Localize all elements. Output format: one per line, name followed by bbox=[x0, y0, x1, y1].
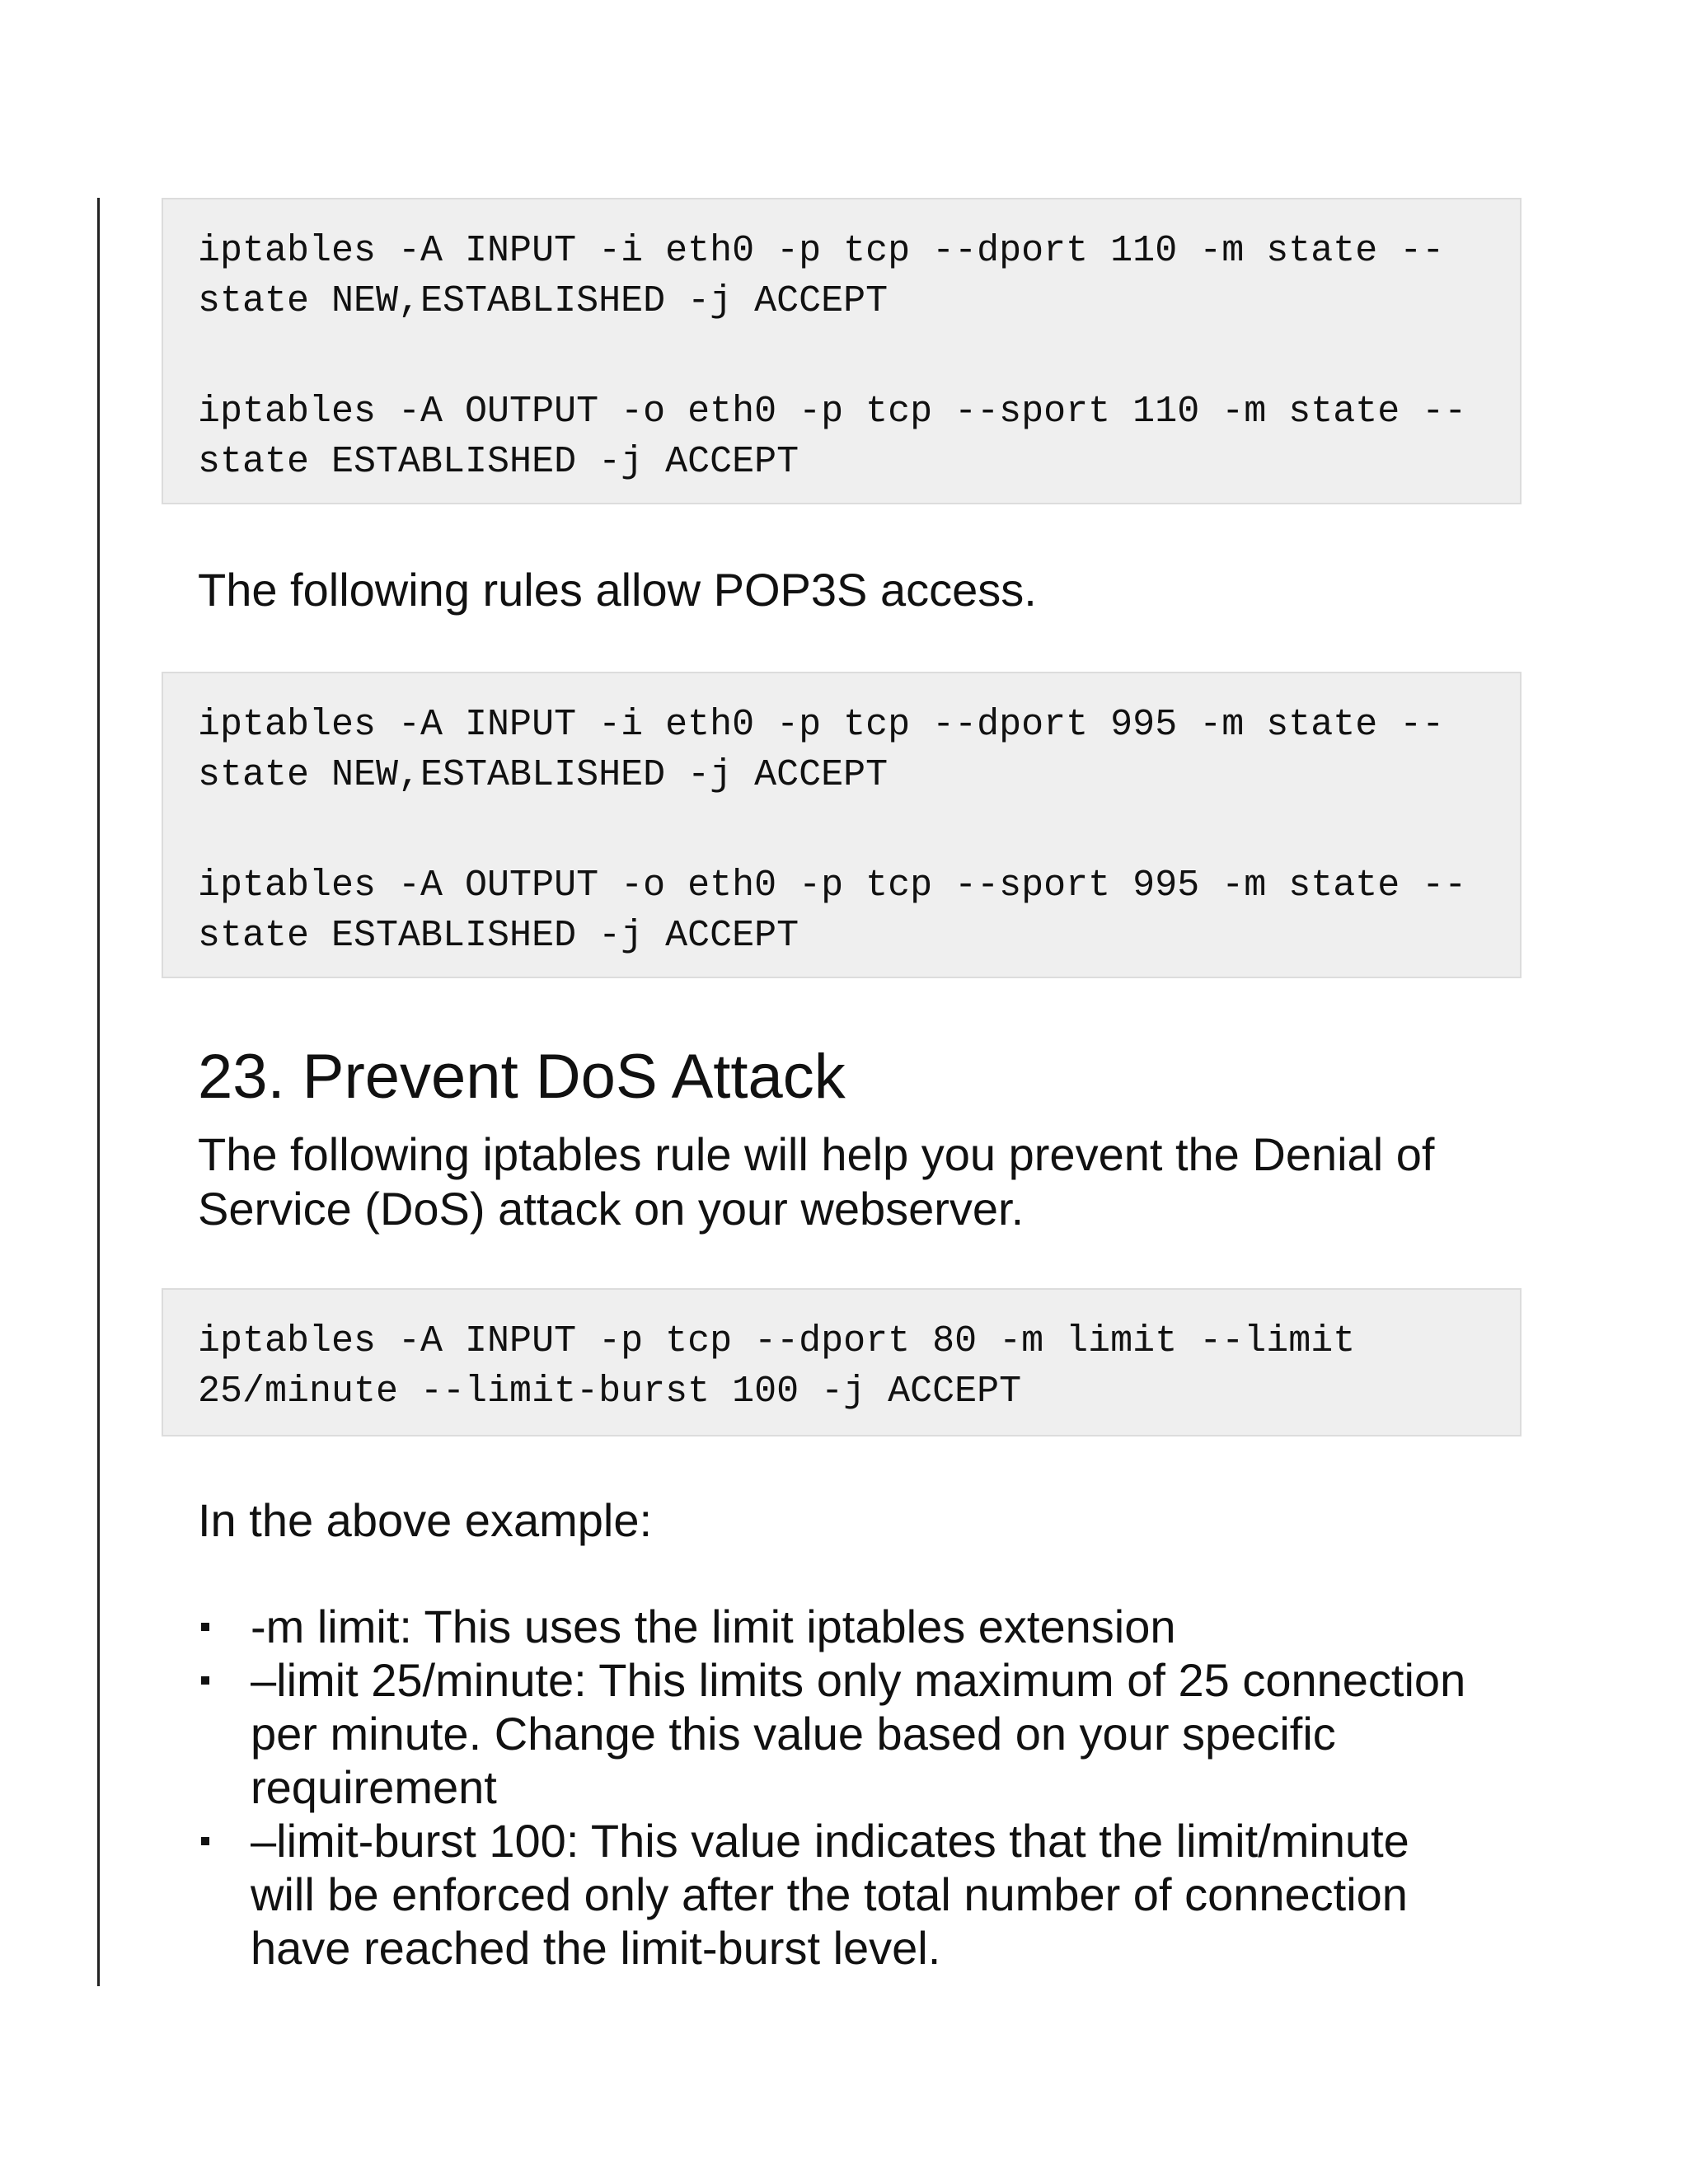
list-item bbox=[198, 1814, 1550, 1975]
list-item-line: –limit 25/minute: This limits only maximum of 25 connection bbox=[251, 1654, 1466, 1706]
code-blank-line bbox=[198, 800, 1487, 860]
dos-description-line: Service (DoS) attack on your webserver. bbox=[198, 1183, 1025, 1235]
list-item-line: requirement bbox=[251, 1761, 497, 1813]
code-line: state ESTABLISHED -j ACCEPT bbox=[198, 915, 799, 957]
list-item-line: have reached the limit-burst level. bbox=[251, 1922, 941, 1974]
pop3s-intro-text: The following rules allow POP3S access. bbox=[198, 564, 1037, 616]
code-line: iptables -A INPUT -i eth0 -p tcp --dport 110 -m state -- bbox=[198, 230, 1445, 272]
code-block-pop3s bbox=[162, 672, 1522, 978]
section-heading: 23. Prevent DoS Attack bbox=[198, 1042, 846, 1112]
code-line: state NEW,ESTABLISHED -j ACCEPT bbox=[198, 754, 889, 796]
list-item bbox=[198, 1653, 1550, 1814]
code-block-pop3 bbox=[162, 198, 1522, 504]
code-line: iptables -A INPUT -i eth0 -p tcp --dport 995 -m state -- bbox=[198, 704, 1445, 746]
code-line: state ESTABLISHED -j ACCEPT bbox=[198, 441, 799, 483]
code-line: iptables -A OUTPUT -o eth0 -p tcp --sport 995 -m state -- bbox=[198, 865, 1467, 907]
explanation-list bbox=[198, 1600, 1550, 1975]
list-item-line: –limit-burst 100: This value indicates that the limit/minute bbox=[251, 1815, 1409, 1867]
square-bullet-icon bbox=[201, 1623, 209, 1631]
square-bullet-icon bbox=[201, 1676, 209, 1685]
left-margin-rule bbox=[97, 198, 100, 1986]
list-item-line: -m limit: This uses the limit iptables extension bbox=[251, 1601, 1176, 1652]
dos-description-line: The following iptables rule will help you prevent the Denial of bbox=[198, 1128, 1435, 1180]
code-line: state NEW,ESTABLISHED -j ACCEPT bbox=[198, 280, 889, 322]
list-item bbox=[198, 1600, 1550, 1653]
code-block-dos-limit bbox=[162, 1288, 1522, 1436]
square-bullet-icon bbox=[201, 1837, 209, 1845]
list-item-line: will be enforced only after the total number of connection bbox=[251, 1868, 1408, 1920]
example-intro-text: In the above example: bbox=[198, 1494, 653, 1546]
code-line: iptables -A INPUT -p tcp --dport 80 -m limit --limit bbox=[198, 1320, 1356, 1362]
code-line: iptables -A OUTPUT -o eth0 -p tcp --sport 110 -m state -- bbox=[198, 391, 1467, 433]
dos-description bbox=[198, 1127, 1533, 1236]
list-item-line: per minute. Change this value based on your specific bbox=[251, 1708, 1336, 1760]
code-blank-line bbox=[198, 326, 1487, 387]
code-line: 25/minute --limit-burst 100 -j ACCEPT bbox=[198, 1371, 1022, 1413]
